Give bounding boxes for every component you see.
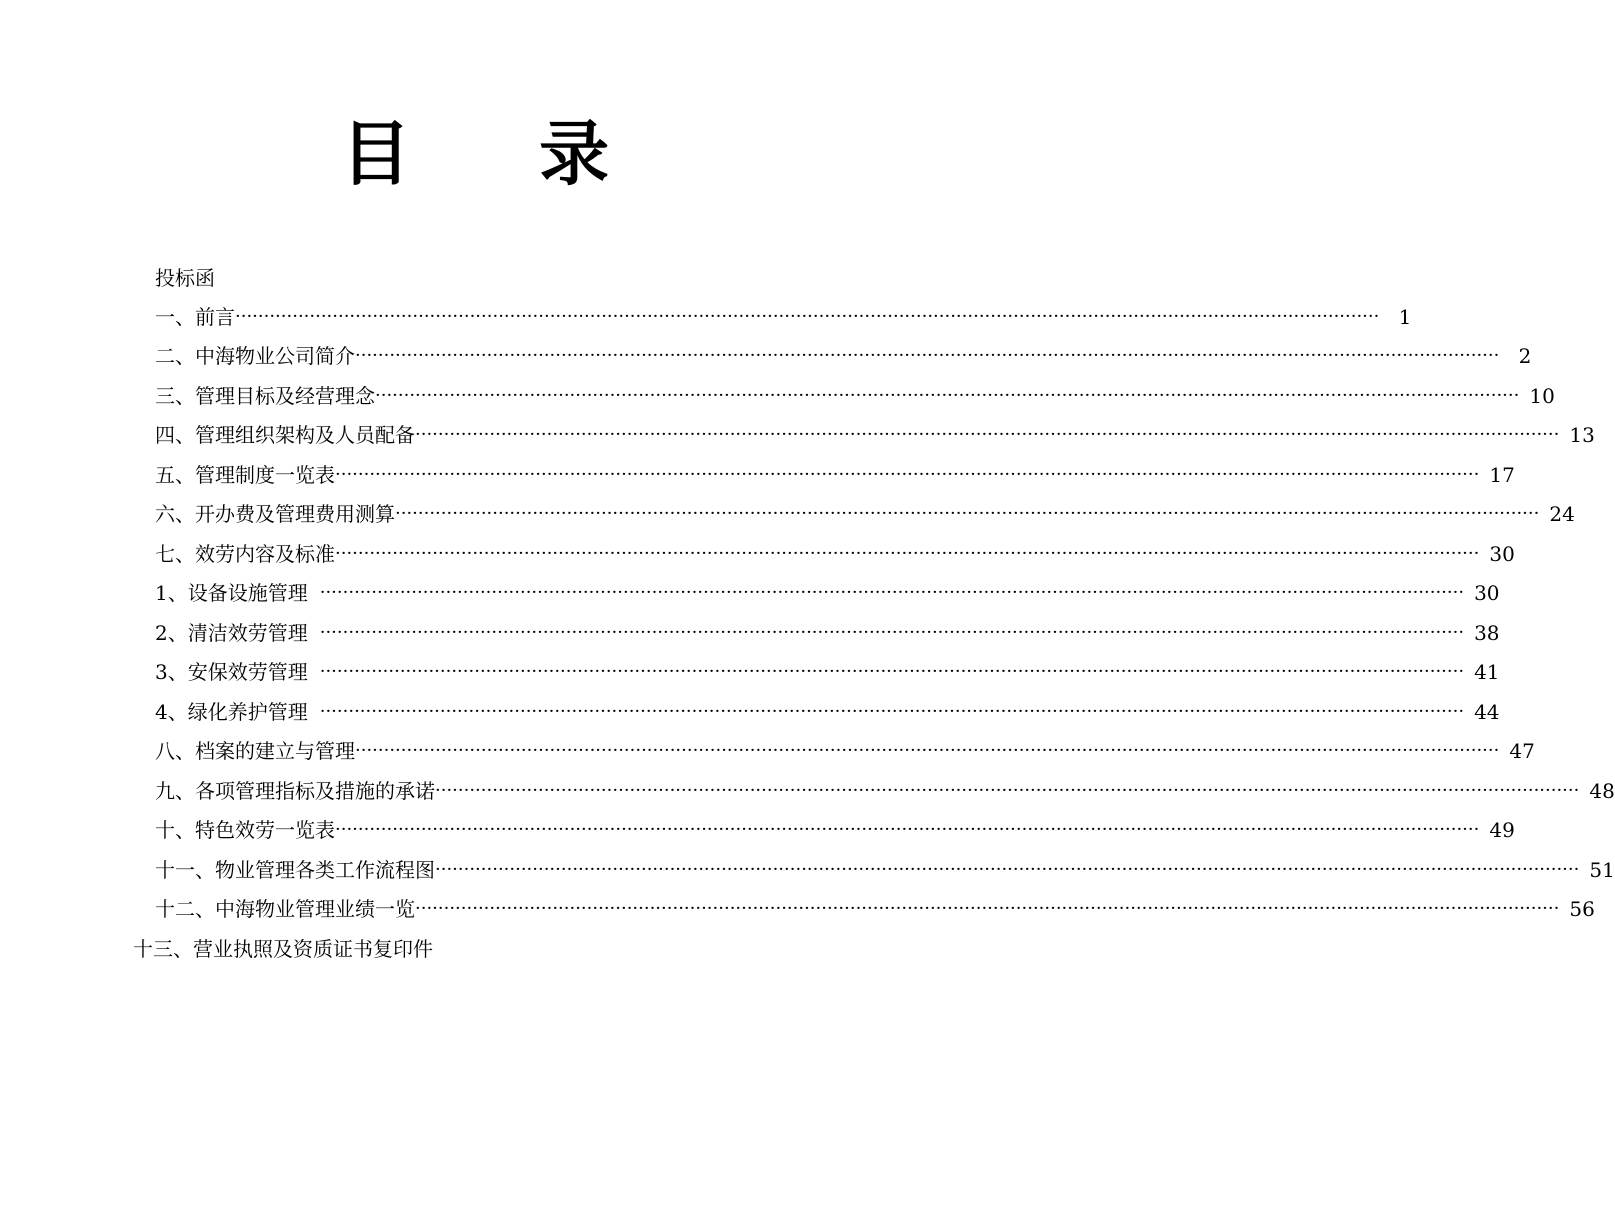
toc-entry-page: 1: [1398, 305, 1412, 329]
toc-entry-label: 四、管理组织架构及人员配备: [155, 423, 415, 447]
toc-entry-label: 三、管理目标及经营理念: [155, 384, 375, 408]
toc-entry[interactable]: [155, 415, 1595, 455]
toc-entry[interactable]: [155, 534, 1515, 574]
toc-entry-page: 17: [1489, 463, 1515, 487]
toc-entry-label: 七、效劳内容及标准: [155, 542, 335, 566]
toc-entry-label: 3、安保效劳管理: [155, 660, 308, 684]
toc-entry[interactable]: [155, 613, 1500, 653]
page-title: 目 录: [340, 112, 662, 195]
dot-leader: ········································································································································································································: [375, 385, 1520, 406]
toc-entry-label: 十、特色效劳一览表: [155, 818, 335, 842]
toc-entry-page: 30: [1489, 542, 1515, 566]
toc-entry[interactable]: [155, 336, 1532, 376]
toc-entry[interactable]: [155, 692, 1500, 732]
toc-entry[interactable]: [155, 771, 1615, 811]
dot-leader: ········································································································································································································: [435, 859, 1580, 880]
toc-entry-label: 投标函: [155, 266, 215, 290]
toc-entry-label: 六、开办费及管理费用测算: [155, 502, 395, 526]
dot-leader: ········································································································································································································: [319, 622, 1465, 643]
toc-entry[interactable]: [133, 929, 773, 969]
dot-leader: ········································································································································································································: [319, 582, 1465, 603]
dot-leader: ········································································································································································································: [319, 701, 1465, 722]
toc-entry-page: 44: [1474, 700, 1500, 724]
dot-leader: ········································································································································································································: [435, 780, 1580, 801]
toc-entry-label: 2、清洁效劳管理: [155, 621, 308, 645]
toc-entry[interactable]: [155, 376, 1555, 416]
toc-entry[interactable]: [155, 652, 1500, 692]
dot-leader: ········································································································································································································: [319, 661, 1465, 682]
toc-entry-page: 41: [1474, 660, 1500, 684]
toc-entry-label: 八、档案的建立与管理: [155, 739, 355, 763]
dot-leader: ········································································································································································································: [335, 543, 1480, 564]
toc-entry[interactable]: [155, 494, 1575, 534]
toc-entry-label: 二、中海物业公司简介: [155, 344, 355, 368]
toc-entry[interactable]: [155, 455, 1515, 495]
toc-entry[interactable]: [155, 297, 1412, 337]
toc-entry[interactable]: [155, 889, 1595, 929]
toc-entry-page: 49: [1489, 818, 1515, 842]
toc-entry-page: 38: [1474, 621, 1500, 645]
toc-entry-page: 30: [1474, 581, 1500, 605]
toc-entry[interactable]: [155, 258, 795, 298]
toc-entry-label: 十三、营业执照及资质证书复印件: [133, 937, 433, 961]
toc-entry-page: 56: [1569, 897, 1595, 921]
toc-entry-page: 51: [1589, 858, 1615, 882]
dot-leader: ········································································································································································································: [415, 898, 1560, 919]
toc-entry-page: 48: [1589, 779, 1615, 803]
dot-leader: ········································································································································································································: [235, 306, 1380, 327]
toc-entry[interactable]: [155, 573, 1500, 613]
toc-entry-page: 47: [1509, 739, 1535, 763]
toc-entry[interactable]: [155, 731, 1535, 771]
toc-entry-page: 2: [1518, 344, 1532, 368]
toc-entry[interactable]: [155, 850, 1615, 890]
toc-entry-page: 24: [1549, 502, 1575, 526]
dot-leader: ········································································································································································································: [355, 345, 1500, 366]
dot-leader: ········································································································································································································: [355, 740, 1500, 761]
dot-leader: ········································································································································································································: [335, 819, 1480, 840]
toc-entry-label: 五、管理制度一览表: [155, 463, 335, 487]
toc-entry-page: 10: [1529, 384, 1555, 408]
toc-entry[interactable]: [155, 810, 1515, 850]
toc-entry-label: 一、前言: [155, 305, 235, 329]
dot-leader: ········································································································································································································: [335, 464, 1480, 485]
dot-leader: ········································································································································································································: [415, 424, 1560, 445]
toc-entry-label: 九、各项管理指标及措施的承诺: [155, 779, 435, 803]
dot-leader: ········································································································································································································: [395, 503, 1540, 524]
toc-entry-label: 1、设备设施管理: [155, 581, 308, 605]
toc-entry-label: 十一、物业管理各类工作流程图: [155, 858, 435, 882]
toc-entry-page: 13: [1569, 423, 1595, 447]
toc-entry-label: 4、绿化养护管理: [155, 700, 308, 724]
toc-entry-label: 十二、中海物业管理业绩一览: [155, 897, 415, 921]
